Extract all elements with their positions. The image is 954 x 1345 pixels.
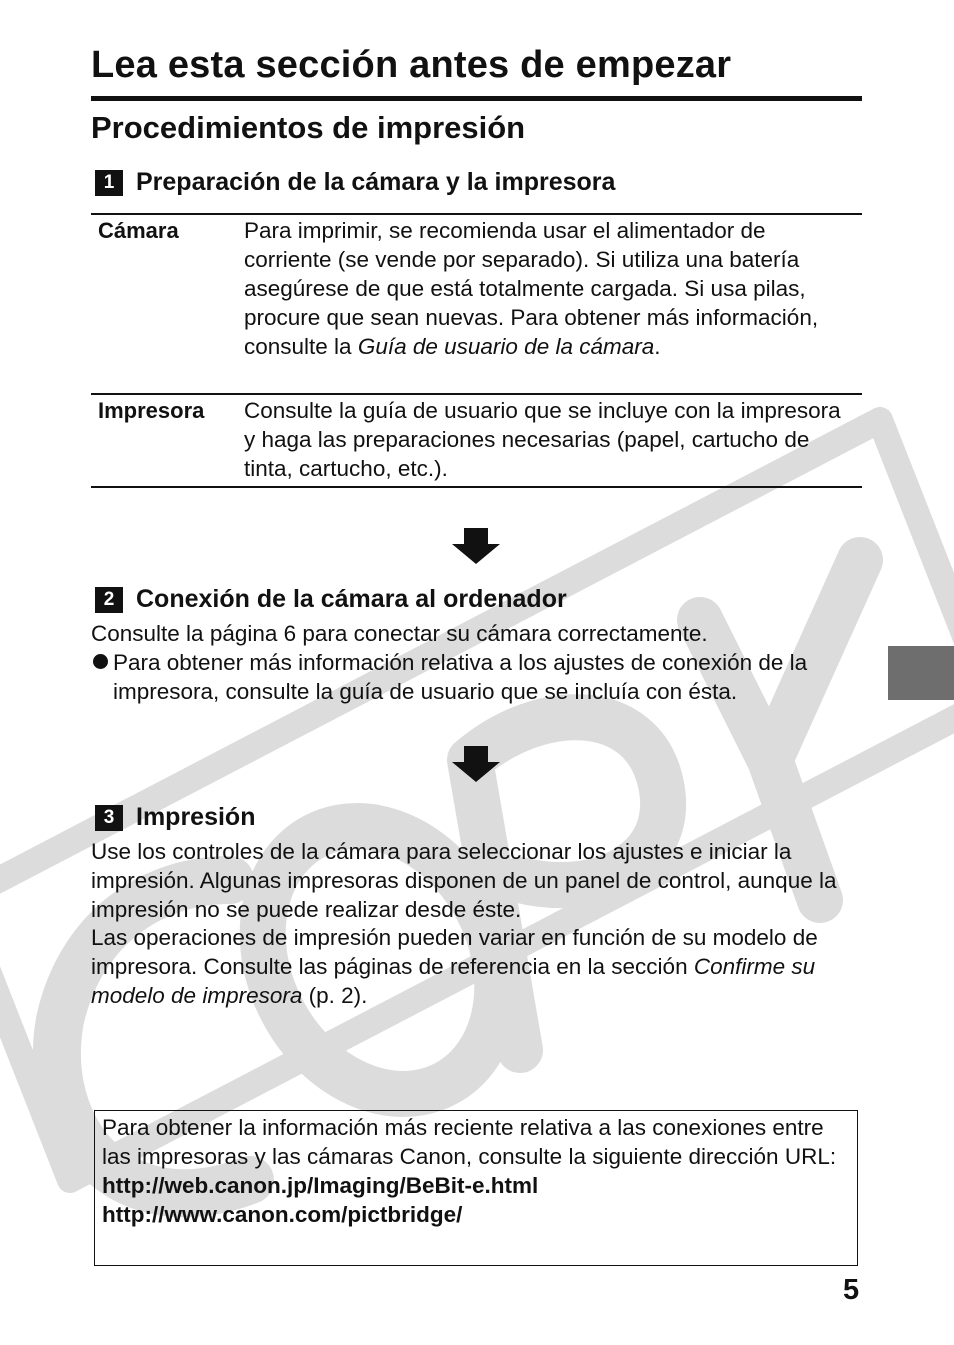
url-link-pictbridge[interactable]: http://www.canon.com/pictbridge/: [102, 1202, 463, 1227]
step-3-heading: [95, 803, 255, 832]
page-number: 5: [843, 1274, 860, 1306]
step-number-badge: 3: [95, 805, 123, 831]
table-row-text-camera: Para imprimir, se recomienda usar el alimentador de corriente (se vende por separado). Si utiliza una batería asegúrese de que está totalmente cargada. Si usa pilas, procure que sean nuevas. Para obtener más información, consulte la Guía de usuario de la cámara.: [244, 218, 819, 359]
bullet-icon: [93, 654, 108, 669]
info-box: [94, 1110, 858, 1266]
section-side-tab: [888, 646, 954, 700]
step-number-badge: 1: [95, 170, 123, 196]
table-top-rule: [91, 213, 862, 215]
url-link-bebit[interactable]: http://web.canon.jp/Imaging/BeBit-e.html: [102, 1173, 539, 1198]
table-row-label-camera: Cámara: [98, 218, 179, 243]
guide-title: Guía de usuario de la cámara: [357, 334, 655, 359]
step-1-heading: [95, 168, 615, 197]
step-number-badge: 2: [95, 587, 123, 613]
step-2-heading: [95, 585, 567, 614]
table-bottom-rule: [91, 486, 862, 488]
step-title: Preparación de la cámara y la impresora: [136, 168, 616, 196]
step-title: Impresión: [136, 803, 256, 831]
title-underline: [91, 96, 862, 101]
info-text: Para obtener la información más reciente relativa a las conexiones entre las impresoras y las cámaras Canon, consulte la siguiente dirección URL:: [102, 1115, 837, 1169]
page-title: Lea esta sección antes de empezar: [91, 44, 732, 86]
table-mid-rule: [91, 393, 862, 395]
step-title: Conexión de la cámara al ordenador: [136, 585, 567, 613]
step-3-paragraph-1: Use los controles de la cámara para seleccionar los ajustes e iniciar la impresión. Algunas impresoras disponen de un panel de control, aunque la impresión no se puede realizar desde éste.: [91, 839, 837, 922]
table-row-label-printer: Impresora: [98, 398, 205, 423]
down-arrow-icon: [452, 746, 500, 782]
section-reference: Confirme su modelo de impresora: [91, 954, 816, 1008]
step-2-paragraph: Consulte la página 6 para conectar su cámara correctamente.: [91, 621, 708, 646]
section-subtitle: Procedimientos de impresión: [91, 110, 526, 145]
down-arrow-icon: [452, 528, 500, 564]
step-3-paragraph-2: Las operaciones de impresión pueden variar en función de su modelo de impresora. Consulte las páginas de referencia en la sección Confirme su modelo de impresora (p. 2).: [91, 925, 818, 1008]
table-row-text-printer: Consulte la guía de usuario que se incluye con la impresora y haga las preparaciones necesarias (papel, cartucho de tinta, cartucho, etc.).: [244, 398, 841, 481]
step-2-bullet: Para obtener más información relativa a los ajustes de conexión de la impresora, consulte la guía de usuario que se incluía con ésta.: [91, 648, 866, 706]
